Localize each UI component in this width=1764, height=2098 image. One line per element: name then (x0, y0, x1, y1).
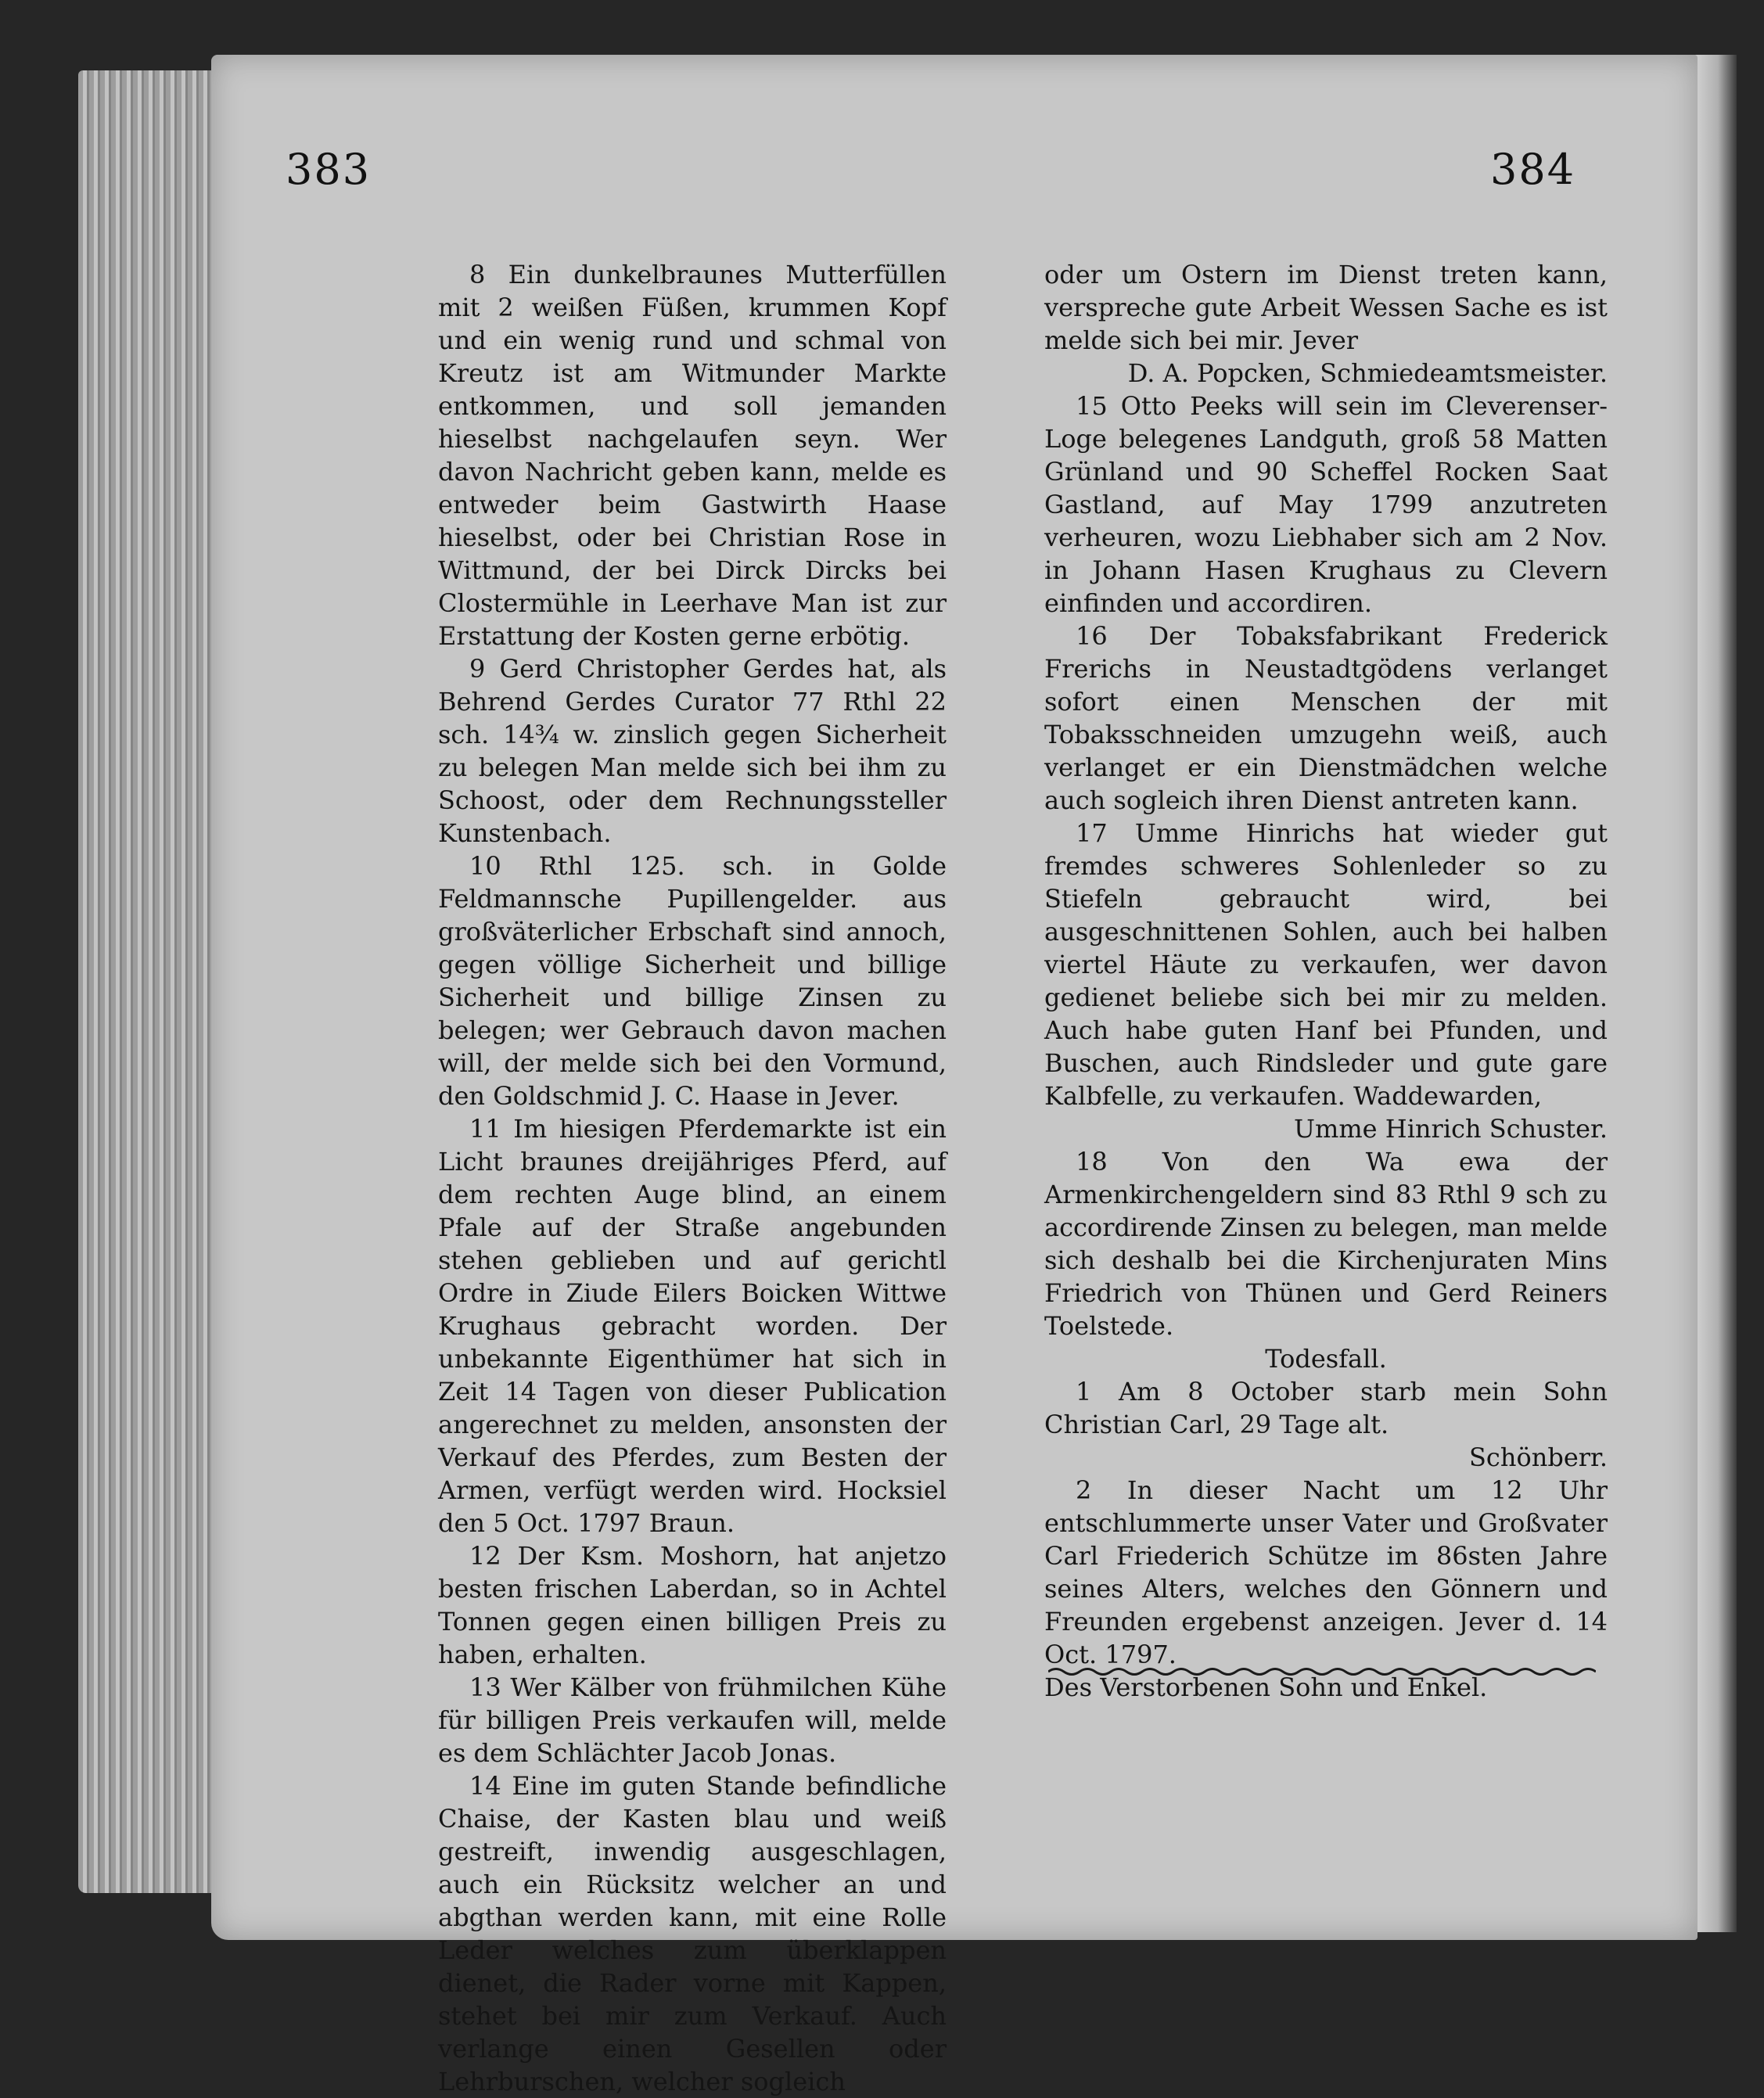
notice-8: 8 Ein dunkelbraunes Mutterfüllen mit 2 weißen Füßen, krummen Kopf und ein wenig rund und schmal von Kreutz ist am Witmunder Markte entkommen, und soll jemanden hieselbst nachgelaufen seyn. Wer davon Nachricht geben kann, melde es entweder beim Gastwirth Haase hieselbst, oder bei Christian Rose in Wittmund, der bei Dirck Dircks bei Clostermühle in Leerhave Man ist zur Erstattung der Kosten gerne erbötig. (438, 260, 947, 651)
notice-17: 17 Umme Hinrichs hat wieder gut fremdes schweres Sohlenleder so zu Stiefeln gebraucht wird, bei ausgeschnittenen Sohlen, auch bei halben viertel Häute zu verkaufen, wer davon gedienet beliebe sich bei mir zu melden. Auch habe guten Hanf bei Pfunden, und Buschen, auch Rindsleder und gute gare Kalbfelle, zu verkaufen. Waddewarden, (1044, 818, 1608, 1111)
notice-16: 16 Der Tobaksfabrikant Frederick Frerichs in Neustadtgödens verlanget sofort einen Menschen der mit Tobaksschneiden umzugehn weiß, auch verlanget er ein Dienstmädchen welche auch sogleich ihren Dienst antreten kann. (1044, 621, 1608, 815)
death-notice-1: 1 Am 8 October starb mein Sohn Christian Carl, 29 Tage alt. (1044, 1377, 1608, 1439)
notice-13: 13 Wer Kälber von frühmilchen Kühe für billigen Preis verkaufen will, melde es dem Schlächter Jacob Jonas. (438, 1672, 947, 1768)
notice-18: 18 Von den Wa ewa der Armenkirchengeldern sind 83 Rthl 9 sch zu accordirende Zinsen zu belegen, man melde sich deshalb bei die Kirchenjuraten Mins Friedrich von Thünen und Gerd Reiners Toelstede. (1044, 1147, 1608, 1341)
right-column (1044, 258, 1608, 1704)
notice-12: 12 Der Ksm. Moshorn, hat anjetzo besten frischen Laberdan, so in Achtel Tonnen gegen einen billigen Preis zu haben, erhalten. (438, 1541, 947, 1669)
signature-hinrich: Umme Hinrich Schuster. (1294, 1114, 1608, 1144)
notice-11: 11 Im hiesigen Pferdemarkte ist ein Licht braunes dreijähriges Pferd, auf dem rechten Auge blind, an einem Pfale auf der Straße angebunden stehen geblieben und auf gerichtl Ordre in Ziude Eilers Boicken Wittwe Krughaus gebracht worden. Der unbekannte Eigenthümer hat sich in Zeit 14 Tagen von dieser Publication angerechnet zu melden, ansonsten der Verkauf des Pferdes, zum Besten der Armen, verfügt werden wird. Hocksiel den 5 Oct. 1797 Braun. (438, 1114, 947, 1538)
right-page-number: 384 (1490, 145, 1576, 194)
closing-line: Des Verstorbenen Sohn und Enkel. (1044, 1672, 1488, 1702)
notice-10: 10 Rthl 125. sch. in Golde Feldmannsche Pupillengelder. aus großväterlicher Erbschaft sind annoch, gegen völlige Sicherheit und billige Sicherheit und billige Zinsen zu belegen; wer Gebrauch davon machen will, der melde sich bei den Vormund, den Goldschmid J. C. Haase in Jever. (438, 851, 947, 1111)
left-column (438, 258, 947, 2098)
decorative-divider (1048, 1665, 1596, 1679)
signature-popcken: D. A. Popcken, Schmiedeamtsmeister. (1127, 358, 1608, 388)
notice-14-continued: oder um Ostern im Dienst treten kann, verspreche gute Arbeit Wessen Sache es ist melde sich bei mir. Jever (1044, 260, 1608, 355)
notice-14: 14 Eine im guten Stande befindliche Chaise, der Kasten blau und weiß gestreift, inwendig ausgeschlagen, auch ein Rücksitz welcher an und abgthan werden kann, mit eine Rolle Leder welches zum überklappen dienet, die Rader vorne mit Kappen, stehet bei mir zum Verkauf. Auch verlange einen Gesellen oder Lehrburschen, welcher sogleich (438, 1771, 947, 2096)
signature-schonberr: Schönberr. (1469, 1442, 1608, 1472)
section-heading-todesfall: Todesfall. (1265, 1344, 1387, 1374)
death-notice-2: 2 In dieser Nacht um 12 Uhr entschlummerte unser Vater und Großvater Carl Friederich Schütze im 86sten Jahre seines Alters, welches den Gönnern und Freunden ergebenst anzeigen. Jever d. 14 Oct. 1797. (1044, 1475, 1608, 1669)
left-page-number: 383 (286, 145, 372, 194)
notice-9: 9 Gerd Christopher Gerdes hat, als Behrend Gerdes Curator 77 Rthl 22 sch. 14¾ w. zinslich gegen Sicherheit zu belegen Man melde sich bei ihm zu Schoost, oder dem Rechnungssteller Kunstenbach. (438, 654, 947, 848)
notice-15: 15 Otto Peeks will sein im Cleverenser-Loge belegenes Landguth, groß 58 Matten Grünland und 90 Scheffel Rocken Saat Gastland, auf May 1799 anzutreten verheuren, wozu Liebhaber sich am 2 Nov. in Johann Hasen Krughaus zu Clevern einfinden und accordiren. (1044, 391, 1608, 618)
